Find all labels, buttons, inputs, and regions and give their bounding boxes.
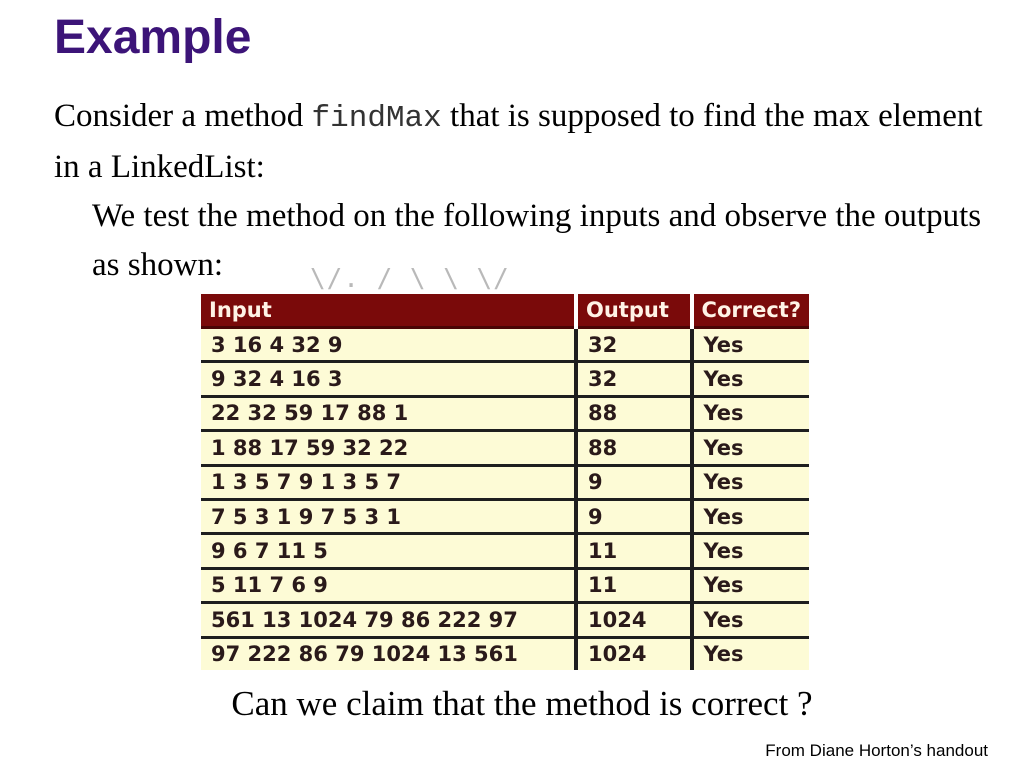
intro-text-before: Consider a method [54,98,312,134]
cell-output: 9 [576,499,692,533]
cell-output: 9 [576,465,692,499]
cell-input: 22 32 59 17 88 1 [201,396,576,430]
table-row [201,534,809,568]
table-row [201,396,809,430]
obscured-caption: \/. / \ \ \/ [310,264,510,294]
source-credit: From Diane Horton’s handout [765,741,988,760]
header-output: Output [576,294,692,328]
cell-correct: Yes [692,637,809,670]
cell-output: 88 [576,396,692,430]
cell-correct: Yes [692,396,809,430]
closing-question: Can we claim that the method is correct ? [231,684,813,723]
cell-correct: Yes [692,568,809,602]
intro-text-after: that is supposed to find the max element in a LinkedList: [54,98,983,185]
table-row [201,499,809,533]
cell-input: 1 88 17 59 32 22 [201,431,576,465]
cell-correct: Yes [692,362,809,396]
cell-input: 7 5 3 1 9 7 5 3 1 [201,499,576,533]
slide-body [54,92,994,290]
table-row [201,637,809,670]
slide-title: Example [54,11,252,64]
cell-input: 9 6 7 11 5 [201,534,576,568]
table-row [201,362,809,396]
cell-input: 3 16 4 32 9 [201,328,576,362]
cell-output: 1024 [576,637,692,670]
method-name-code: findMax [311,101,442,136]
header-input: Input [201,294,576,328]
test-results-table [201,294,809,670]
cell-correct: Yes [692,465,809,499]
cell-correct: Yes [692,603,809,637]
cell-input: 5 11 7 6 9 [201,568,576,602]
header-correct: Correct? [692,294,809,328]
cell-output: 32 [576,328,692,362]
table-row [201,568,809,602]
table-header-row [201,294,809,328]
test-paragraph: We test the method on the following inputs and observe the outputs as shown: [92,198,982,283]
cell-output: 11 [576,534,692,568]
table-row [201,328,809,362]
cell-correct: Yes [692,534,809,568]
cell-input: 9 32 4 16 3 [201,362,576,396]
cell-output: 11 [576,568,692,602]
cell-input: 97 222 86 79 1024 13 561 [201,637,576,670]
cell-output: 32 [576,362,692,396]
cell-correct: Yes [692,328,809,362]
table-row [201,603,809,637]
cell-output: 88 [576,431,692,465]
table-row [201,465,809,499]
cell-correct: Yes [692,431,809,465]
cell-correct: Yes [692,499,809,533]
cell-input: 561 13 1024 79 86 222 97 [201,603,576,637]
cell-output: 1024 [576,603,692,637]
intro-paragraph [54,92,994,192]
test-results-table-container [201,294,809,670]
cell-input: 1 3 5 7 9 1 3 5 7 [201,465,576,499]
table-row [201,431,809,465]
